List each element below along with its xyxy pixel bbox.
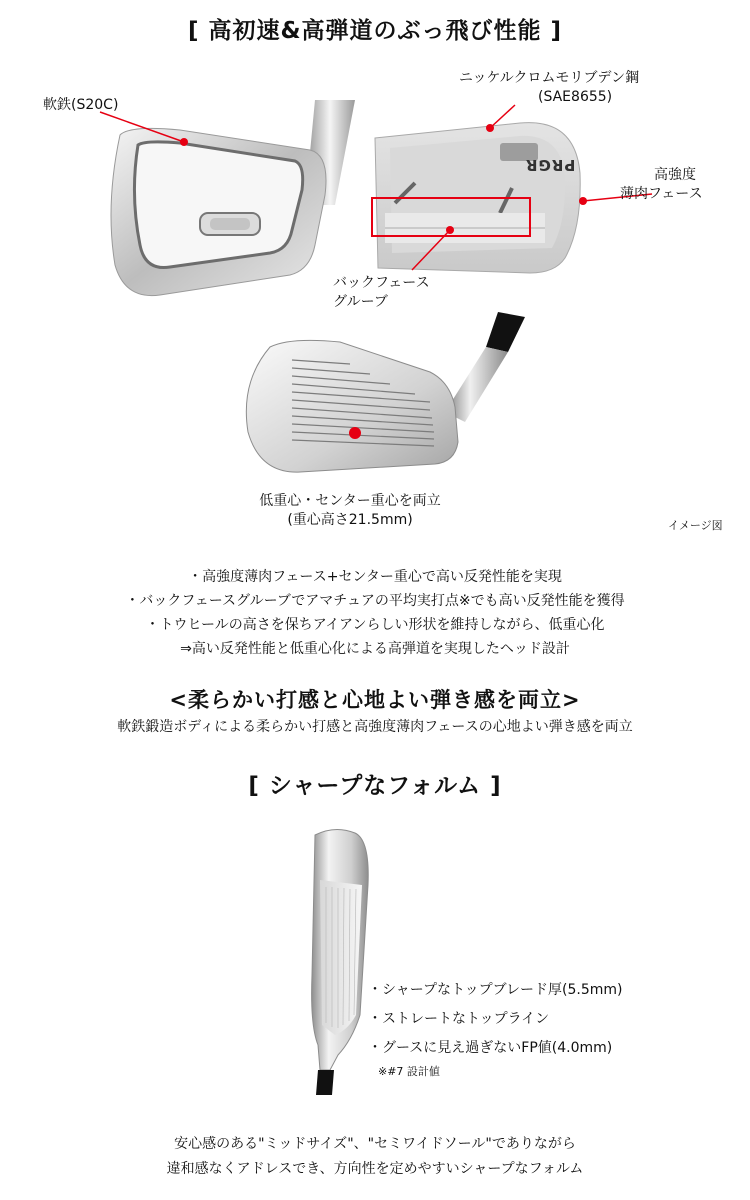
form-spec-list	[368, 976, 623, 1063]
form-spec-item: ・シャープなトップブレード厚(5.5mm)	[368, 982, 623, 998]
label-soft-iron: 軟鉄(S20C)	[43, 97, 119, 113]
feel-description: 軟鉄鍛造ボディによる柔らかい打感と高強度薄肉フェースの心地よい弾き感を両立	[117, 719, 633, 735]
form-spec-item: ・グースに見え過ぎないFP値(4.0mm)	[368, 1040, 613, 1056]
feature-bullet: ・トウヒールの高さを保ちアイアンらしい形状を維持しながら、低重心化	[145, 617, 605, 633]
form-description-line2: 違和感なくアドレスでき、方向性を定めやすいシャープなフォルム	[166, 1161, 584, 1177]
form-spec-item: ・ストレートなトップライン	[368, 1011, 550, 1027]
section-heading-feel: <柔らかい打感と心地よい弾き感を両立>	[169, 688, 581, 712]
spec-note: ※#7 設計値	[378, 1065, 440, 1078]
image-note: イメージ図	[668, 519, 723, 532]
section-heading-form: [ シャープなフォルム ]	[248, 773, 502, 799]
feature-bullet: ・高強度薄肉フェース+センター重心で高い反発性能を実現	[188, 569, 562, 585]
section-heading-performance: [ 高初速&高弾道のぶっ飛び性能 ]	[187, 18, 563, 44]
iron-address-image	[290, 825, 380, 1095]
label-backface: バックフェース	[333, 275, 430, 291]
label-steel-code: (SAE8655)	[538, 89, 613, 105]
label-center-of-gravity: 低重心・センター重心を両立	[259, 493, 441, 509]
feature-bullets	[0, 565, 750, 661]
label-steel-name: ニッケルクロムモリブデン鋼	[459, 70, 640, 86]
label-face-strength: 高強度	[654, 167, 696, 183]
feature-bullet: ⇒高い反発性能と低重心化による高弾道を実現したヘッド設計	[180, 641, 570, 657]
form-description-line1: 安心感のある"ミッドサイズ"、"セミワイドソール"でありながら	[174, 1136, 576, 1152]
club-brand-logo: PRGR	[525, 156, 576, 174]
label-thin-face: 薄肉フェース	[620, 186, 703, 202]
label-cog-height: (重心高さ21.5mm)	[287, 512, 413, 528]
feature-bullet: ・バックフェースグルーブでアマチュアの平均実打点※でも高い反発性能を獲得	[125, 593, 625, 609]
label-groove: グルーブ	[333, 294, 388, 310]
